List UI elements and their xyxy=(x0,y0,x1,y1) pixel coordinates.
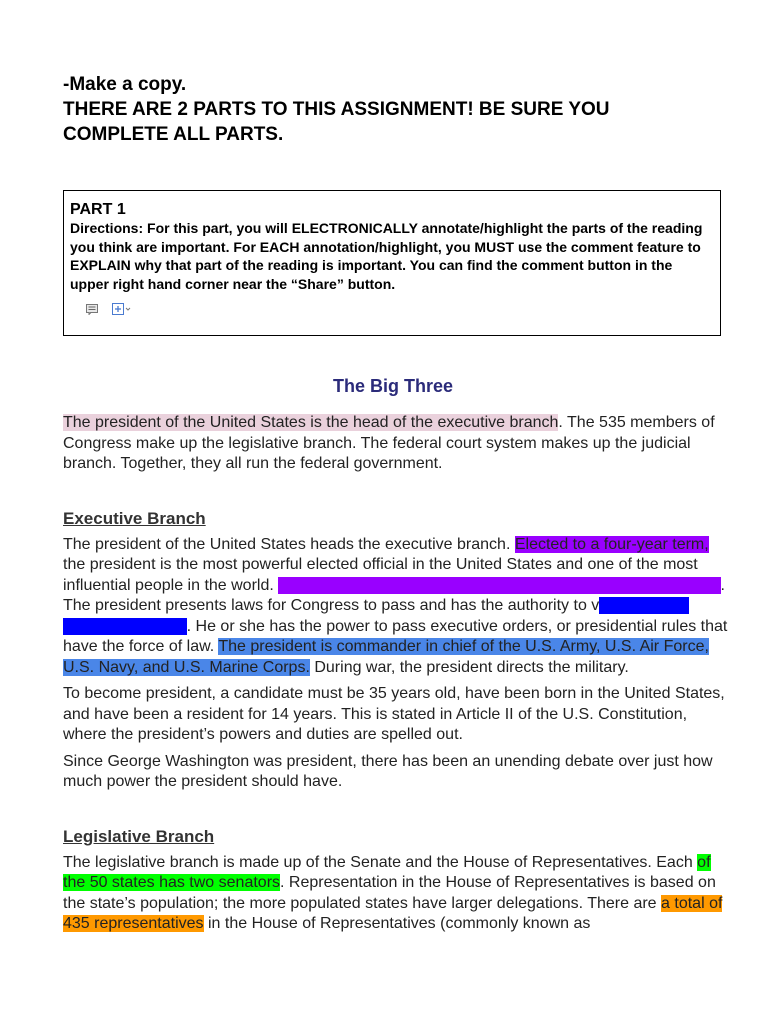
legislative-paragraph-1 xyxy=(63,853,728,935)
executive-text-b: the president is the most powerful elected official in the United States and one of the most influential people in the world. xyxy=(63,556,698,594)
legislative-heading: Legislative Branch xyxy=(63,826,215,846)
highlight-unreadable-2 xyxy=(278,577,720,594)
highlight-two-senators: of the 50 states has two senators xyxy=(63,853,711,891)
executive-heading: Executive Branch xyxy=(63,508,206,528)
executive-text-c: . The president presents laws for Congress to pass and has the authority to v xyxy=(63,576,725,614)
legislative-text-a: The legislative branch is made up of the Senate and the House of Representatives. Each xyxy=(63,853,698,871)
executive-text-e: During war, the president directs the military. xyxy=(309,658,629,676)
document-header xyxy=(63,72,743,147)
legislative-text-b: . Representation in the House of Representatives is based on the state’s population; the more populated states have larger delegations. There are xyxy=(63,874,716,912)
executive-paragraph-3: Since George Washington was president, there has been an unending debate over just how much power the president should have. xyxy=(63,752,713,790)
header-line-copy: -Make a copy. xyxy=(63,74,187,95)
part1-box xyxy=(63,190,721,336)
intro-paragraph xyxy=(63,413,728,475)
add-comment-icon xyxy=(112,302,132,316)
legislative-text-c: in the House of Representatives (commonly known as xyxy=(203,915,591,932)
highlight-435-representatives: a total of 435 representatives xyxy=(63,894,723,932)
header-line-complete: COMPLETE ALL PARTS. xyxy=(63,124,284,145)
executive-paragraph-1 xyxy=(63,535,728,679)
part1-title: PART 1 xyxy=(70,201,126,218)
executive-text-d: . He or she has the power to pass executive orders, or presidential rules that have the force of law. xyxy=(63,617,728,655)
executive-text-a: The president of the United States heads the executive branch. xyxy=(63,535,515,553)
article-body xyxy=(63,413,728,941)
intro-highlight: The president of the United States is the head of the executive branch xyxy=(63,414,559,431)
part1-directions: Directions: For this part, you will ELECTRONICALLY annotate/highlight the parts of the reading you think are important. For EACH annotation/highlight, you MUST use the comment feature to EXPLAIN why that part of the reading is important. You can find the comment button in the upper right hand corner near the “Share” button. xyxy=(70,220,703,292)
article-title: The Big Three xyxy=(332,376,453,396)
highlight-four-year-term: Elected to a four-year term, xyxy=(514,535,709,553)
comment-icon-row xyxy=(86,302,714,316)
highlight-commander-in-chief: The president is commander in chief of the U.S. Army, U.S. Air Force, U.S. Navy, and U.S. Marine Corps. xyxy=(63,638,709,676)
header-line-parts: THERE ARE 2 PARTS TO THIS ASSIGNMENT! BE SURE YOU xyxy=(63,99,610,120)
executive-paragraph-2: To become president, a candidate must be 35 years old, have been born in the United States, and have been a resident for 14 years. This is stated in Article II of the U.S. Constitution, where the president’s powers and duties are spelled out. xyxy=(63,685,725,743)
comment-icon xyxy=(86,302,98,316)
intro-text: . The 535 members of Congress make up the legislative branch. The federal court system makes up the judicial branch. Together, they all run the federal government. xyxy=(63,414,715,472)
